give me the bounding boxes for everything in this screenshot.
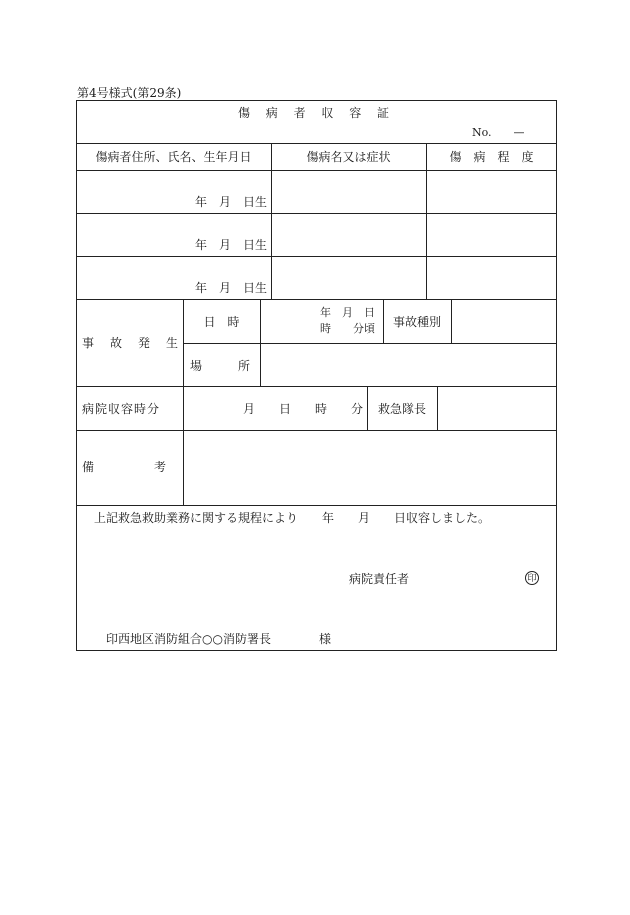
divider-line [76,386,557,387]
form-title: 傷 病 者 収 容 証 [237,106,396,120]
accident-type-label: 事故種別 [392,315,441,329]
acceptance-statement: 上記救急救助業務に関する規程により 年 月 日収容しました。 [94,511,491,525]
divider-line [271,143,272,299]
header-patient: 傷病者住所、氏名、生年月日 [95,150,252,164]
hospital-responsible-label: 病院責任者 [349,572,410,586]
divider-line [437,386,438,430]
divider-line [76,213,557,214]
hospital-arrival-label: 病院収容時分 [82,402,161,416]
patient-row-3-dob: 年 月 日生 [195,281,268,295]
patient-row-1-dob: 年 月 日生 [195,195,268,209]
form-number-label: 第4号様式(第29条) [77,86,182,100]
divider-line [76,430,557,431]
divider-line [426,143,427,299]
form-frame [76,100,557,651]
remarks-label: 備 考 [82,460,167,474]
divider-line [76,256,557,257]
divider-line [451,299,452,343]
accident-label: 事 故 発 生 [82,336,181,350]
divider-line [183,299,184,505]
accident-datetime-line1: 年 月 日 [320,306,375,319]
addressee: 印西地区消防組合○○消防署長 [106,632,271,646]
divider-line [76,143,557,144]
accident-place-label: 場 所 [190,359,251,373]
divider-line [76,170,557,171]
header-severity: 傷 病 程 度 [449,150,534,164]
hospital-arrival-time: 月 日 時 分 [243,402,364,416]
header-disease: 傷病名又は症状 [306,150,391,164]
accident-datetime-label: 日 時 [203,315,240,329]
divider-line [76,299,557,300]
divider-line [260,299,261,386]
seal-icon: 印 [525,571,539,585]
divider-line [76,505,557,506]
accident-datetime-line2: 時 分頃 [320,322,375,335]
ems-captain-label: 救急隊長 [377,402,426,416]
divider-line [183,343,557,344]
patient-row-2-dob: 年 月 日生 [195,238,268,252]
number-field-label[interactable]: No. — [472,126,525,139]
honorific: 様 [319,632,332,646]
